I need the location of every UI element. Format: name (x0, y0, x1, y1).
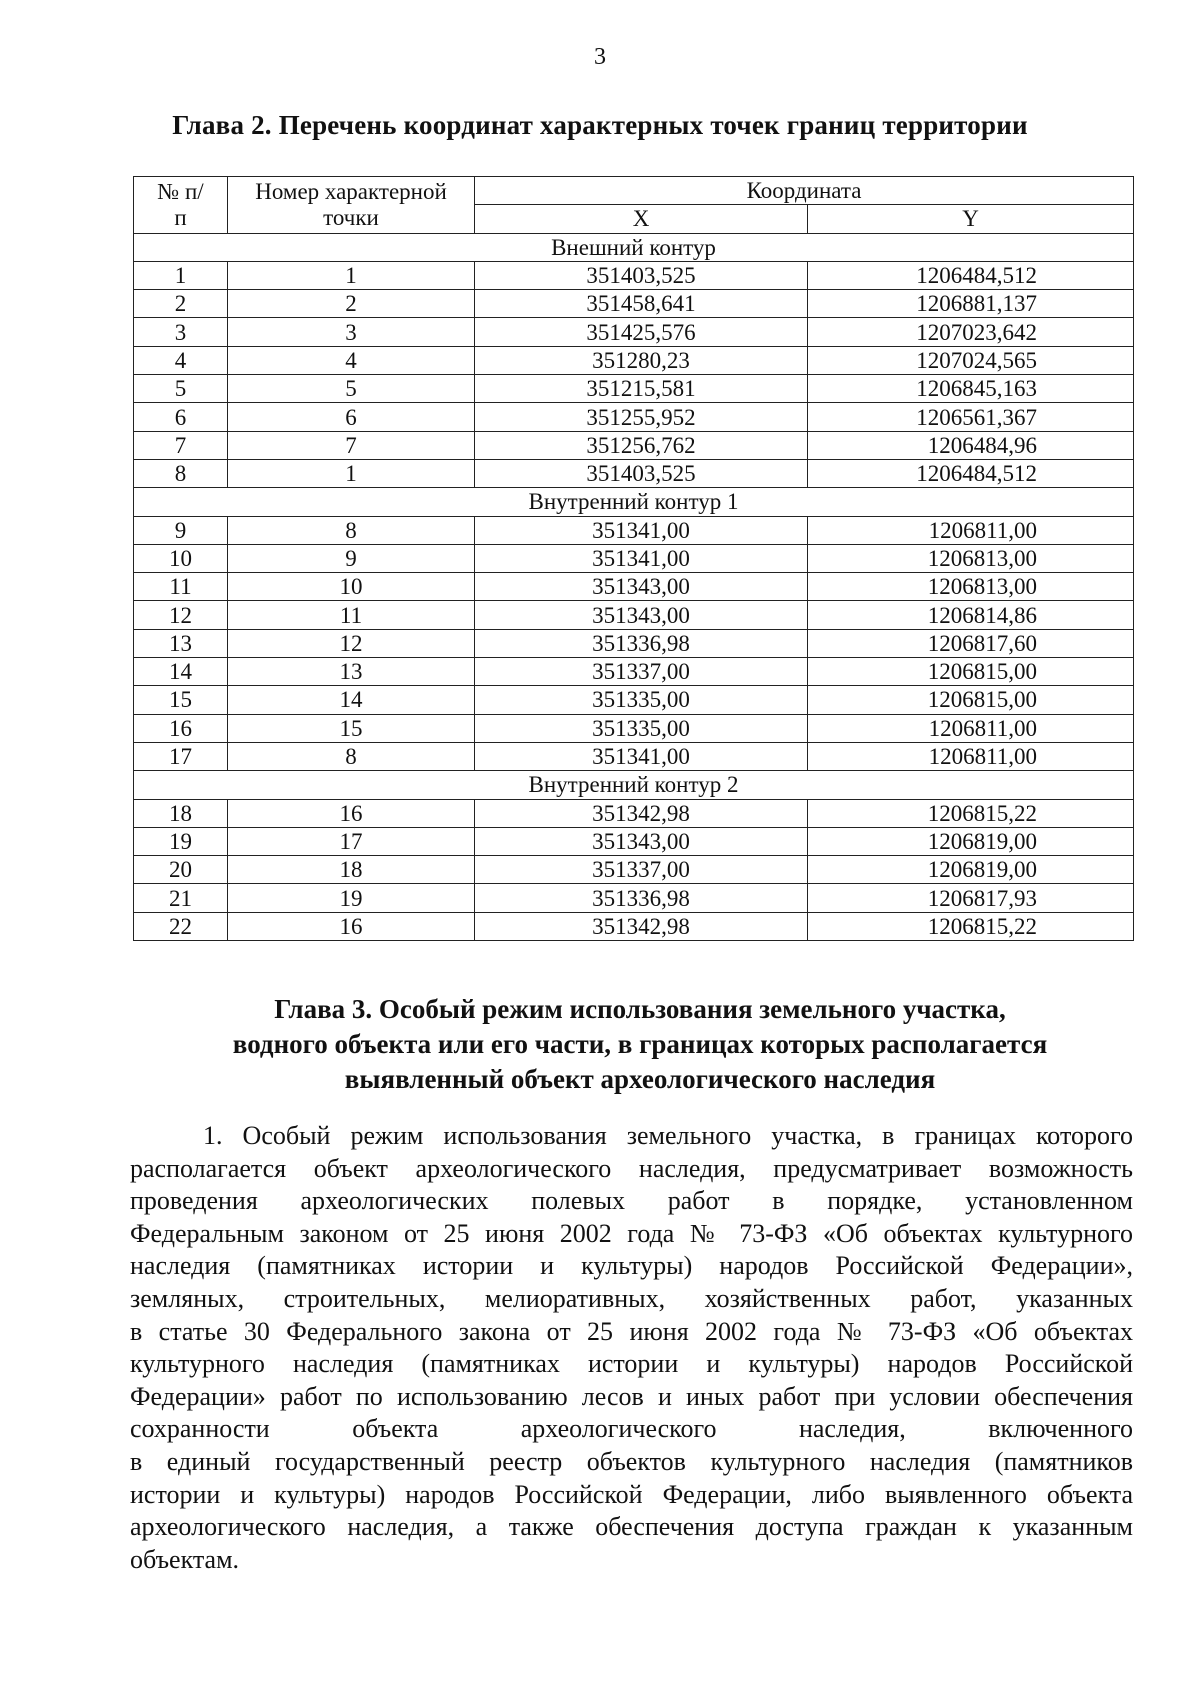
point-number-cell: 16 (228, 799, 475, 827)
table-row (134, 375, 1134, 403)
y-coordinate-cell: 1206484,512 (808, 261, 1134, 289)
point-number-cell: 3 (228, 318, 475, 346)
y-coordinate-cell: 1206814,86 (808, 601, 1134, 629)
chapter-3-title-line: Глава 3. Особый режим использования земельного участка, (274, 994, 1006, 1024)
row-num-cell: 9 (134, 516, 228, 544)
section-row (134, 233, 1134, 261)
coordinates-table-header (134, 177, 1134, 234)
section-name: Внутренний контур 2 (134, 771, 1134, 799)
table-row (134, 573, 1134, 601)
table-row (134, 629, 1134, 657)
x-coordinate-cell: 351336,98 (475, 884, 808, 912)
chapter-3-title-line: выявленный объект археологического наследия (344, 1064, 936, 1094)
point-number-cell: 17 (228, 827, 475, 855)
header-point-number-label: Номер характерной точки (255, 178, 447, 230)
section-name: Внутренний контур 1 (134, 488, 1134, 516)
x-coordinate-cell: 351215,581 (475, 375, 808, 403)
table-row (134, 686, 1134, 714)
x-coordinate-cell: 351256,762 (475, 431, 808, 459)
table-row (134, 601, 1134, 629)
paragraph-line: в единый государственный реестр объектов культурного наследия (памятников (130, 1446, 1133, 1476)
paragraph-line: 1. Особый режим использования земельного участка, в границах которого (203, 1121, 1133, 1150)
table-row (134, 346, 1134, 374)
point-number-cell: 1 (228, 459, 475, 487)
x-coordinate-cell: 351341,00 (475, 516, 808, 544)
x-coordinate-cell: 351403,525 (475, 459, 808, 487)
row-num-cell: 19 (134, 827, 228, 855)
paragraph-line: Федерации» работ по использованию лесов и иных работ при условии обеспечения (130, 1381, 1133, 1411)
point-number-cell: 1 (228, 261, 475, 289)
paragraph-line: проведения археологических полевых работ в порядке, установленном (130, 1186, 1133, 1216)
table-row (134, 658, 1134, 686)
row-num-cell: 21 (134, 884, 228, 912)
row-num-cell: 17 (134, 742, 228, 770)
y-coordinate-cell: 1206815,22 (808, 912, 1134, 940)
x-coordinate-cell: 351343,00 (475, 573, 808, 601)
table-row (134, 856, 1134, 884)
row-num-cell: 10 (134, 544, 228, 572)
table-row (134, 884, 1134, 912)
table-row (134, 544, 1134, 572)
x-coordinate-cell: 351337,00 (475, 856, 808, 884)
coordinates-table-body (134, 233, 1134, 940)
header-point-number (228, 177, 475, 234)
row-num-cell: 20 (134, 856, 228, 884)
x-coordinate-cell: 351403,525 (475, 261, 808, 289)
paragraph-line: культурного наследия (памятниках истории и культуры) народов Российской (130, 1349, 1133, 1379)
section-row (134, 488, 1134, 516)
y-coordinate-cell: 1206813,00 (808, 544, 1134, 572)
chapter-3-paragraph-1 (130, 1120, 1133, 1576)
y-coordinate-cell: 1206811,00 (808, 516, 1134, 544)
x-coordinate-cell: 351343,00 (475, 827, 808, 855)
y-coordinate-cell: 1207024,565 (808, 346, 1134, 374)
paragraph-line: истории и культуры) народов Российской Федерации, либо выявленного объекта (130, 1479, 1133, 1509)
point-number-cell: 12 (228, 629, 475, 657)
point-number-cell: 13 (228, 658, 475, 686)
row-num-cell: 18 (134, 799, 228, 827)
table-row (134, 459, 1134, 487)
table-row (134, 714, 1134, 742)
x-coordinate-cell: 351342,98 (475, 799, 808, 827)
point-number-cell: 5 (228, 375, 475, 403)
row-num-cell: 15 (134, 686, 228, 714)
x-coordinate-cell: 351335,00 (475, 714, 808, 742)
row-num-cell: 6 (134, 403, 228, 431)
header-num-label: № п/п (157, 178, 204, 230)
table-row (134, 290, 1134, 318)
y-coordinate-cell: 1206845,163 (808, 375, 1134, 403)
point-number-cell: 14 (228, 686, 475, 714)
y-coordinate-cell: 1206813,00 (808, 573, 1134, 601)
paragraph-line: земляных, строительных, мелиоративных, хозяйственных работ, указанных (130, 1283, 1133, 1313)
y-coordinate-cell: 1206484,96 (808, 431, 1134, 459)
header-num (134, 177, 228, 234)
table-row (134, 261, 1134, 289)
y-coordinate-cell: 1206811,00 (808, 742, 1134, 770)
row-num-cell: 22 (134, 912, 228, 940)
point-number-cell: 7 (228, 431, 475, 459)
y-coordinate-cell: 1206819,00 (808, 856, 1134, 884)
header-coordinate: Координата (475, 177, 1134, 205)
y-coordinate-cell: 1206815,22 (808, 799, 1134, 827)
y-coordinate-cell: 1206817,60 (808, 629, 1134, 657)
row-num-cell: 11 (134, 573, 228, 601)
table-row (134, 403, 1134, 431)
x-coordinate-cell: 351343,00 (475, 601, 808, 629)
point-number-cell: 16 (228, 912, 475, 940)
point-number-cell: 18 (228, 856, 475, 884)
point-number-cell: 4 (228, 346, 475, 374)
paragraph-line: в статье 30 Федерального закона от 25 июня 2002 года № 73-ФЗ «Об объектах (130, 1316, 1133, 1346)
row-num-cell: 1 (134, 261, 228, 289)
row-num-cell: 2 (134, 290, 228, 318)
y-coordinate-cell: 1206881,137 (808, 290, 1134, 318)
section-name: Внешний контур (134, 233, 1134, 261)
row-num-cell: 5 (134, 375, 228, 403)
paragraph-line: сохранности объекта археологического наследия, включенного (130, 1414, 1133, 1444)
point-number-cell: 6 (228, 403, 475, 431)
point-number-cell: 8 (228, 516, 475, 544)
table-row (134, 516, 1134, 544)
row-num-cell: 4 (134, 346, 228, 374)
x-coordinate-cell: 351280,23 (475, 346, 808, 374)
row-num-cell: 14 (134, 658, 228, 686)
y-coordinate-cell: 1206484,512 (808, 459, 1134, 487)
x-coordinate-cell: 351341,00 (475, 742, 808, 770)
chapter-3-title-line: водного объекта или его части, в границах которых располагается (232, 1029, 1048, 1059)
page-number: 3 (594, 44, 606, 70)
header-y: Y (808, 205, 1134, 233)
row-num-cell: 16 (134, 714, 228, 742)
y-coordinate-cell: 1206815,00 (808, 658, 1134, 686)
y-coordinate-cell: 1206561,367 (808, 403, 1134, 431)
table-row (134, 912, 1134, 940)
paragraph-line: располагается объект археологического наследия, предусматривает возможность (130, 1153, 1133, 1183)
y-coordinate-cell: 1207023,642 (808, 318, 1134, 346)
paragraph-line: наследия (памятниках истории и культуры) народов Российской Федерации», (130, 1251, 1133, 1281)
chapter-3-title (0, 992, 1200, 1097)
row-num-cell: 3 (134, 318, 228, 346)
row-num-cell: 7 (134, 431, 228, 459)
row-num-cell: 8 (134, 459, 228, 487)
point-number-cell: 9 (228, 544, 475, 572)
table-row (134, 431, 1134, 459)
point-number-cell: 10 (228, 573, 475, 601)
point-number-cell: 8 (228, 742, 475, 770)
point-number-cell: 19 (228, 884, 475, 912)
y-coordinate-cell: 1206819,00 (808, 827, 1134, 855)
x-coordinate-cell: 351458,641 (475, 290, 808, 318)
coordinates-table (133, 176, 1134, 941)
x-coordinate-cell: 351425,576 (475, 318, 808, 346)
y-coordinate-cell: 1206815,00 (808, 686, 1134, 714)
y-coordinate-cell: 1206811,00 (808, 714, 1134, 742)
x-coordinate-cell: 351336,98 (475, 629, 808, 657)
table-row (134, 827, 1134, 855)
row-num-cell: 13 (134, 629, 228, 657)
paragraph-line: Федеральным законом от 25 июня 2002 года № 73-ФЗ «Об объектах культурного (130, 1218, 1133, 1248)
x-coordinate-cell: 351335,00 (475, 686, 808, 714)
row-num-cell: 12 (134, 601, 228, 629)
table-row (134, 318, 1134, 346)
chapter-2-title: Глава 2. Перечень координат характерных точек границ территории (172, 110, 1028, 140)
header-x: X (475, 205, 808, 233)
x-coordinate-cell: 351341,00 (475, 544, 808, 572)
y-coordinate-cell: 1206817,93 (808, 884, 1134, 912)
x-coordinate-cell: 351342,98 (475, 912, 808, 940)
point-number-cell: 2 (228, 290, 475, 318)
paragraph-line: археологического наследия, а также обеспечения доступа граждан к указанным (130, 1512, 1133, 1542)
table-row (134, 742, 1134, 770)
x-coordinate-cell: 351255,952 (475, 403, 808, 431)
point-number-cell: 11 (228, 601, 475, 629)
x-coordinate-cell: 351337,00 (475, 658, 808, 686)
table-row (134, 799, 1134, 827)
section-row (134, 771, 1134, 799)
paragraph-line: объектам. (130, 1544, 240, 1574)
point-number-cell: 15 (228, 714, 475, 742)
